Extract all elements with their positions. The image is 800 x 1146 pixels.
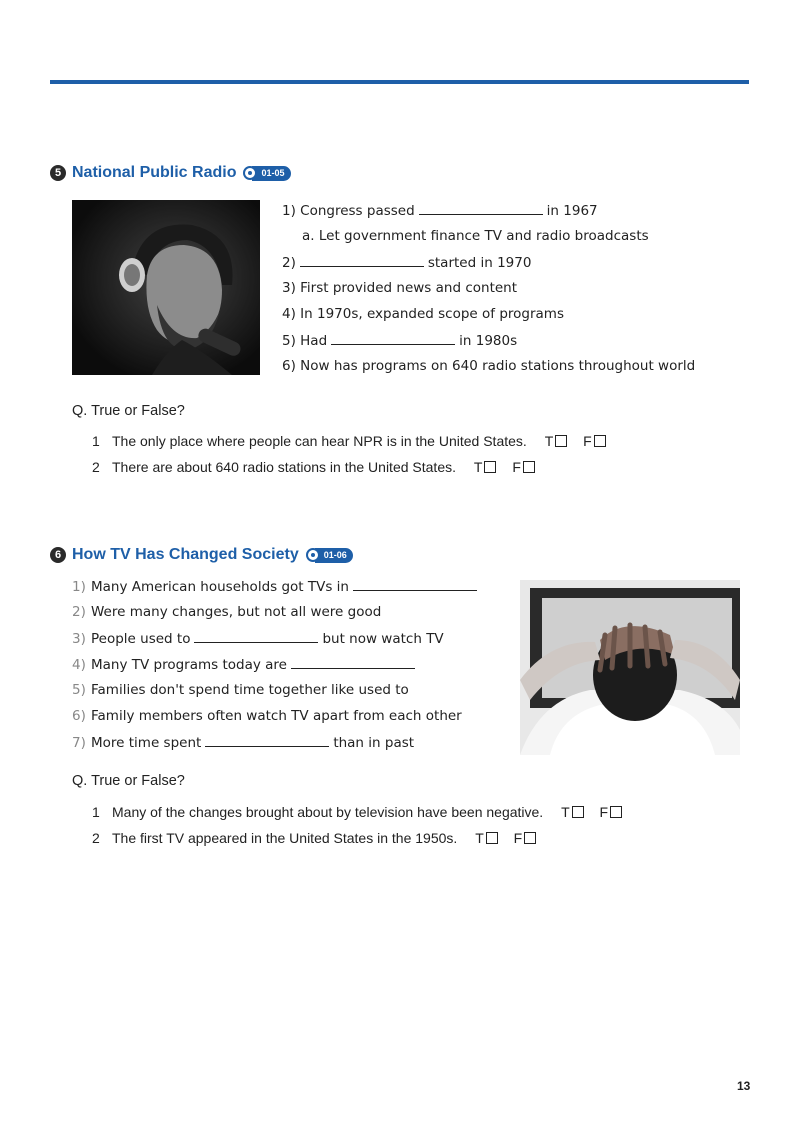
cd-track-badge[interactable] bbox=[243, 166, 290, 181]
false-option[interactable]: F bbox=[600, 804, 623, 820]
answer-blank[interactable] bbox=[300, 254, 424, 267]
answer-blank[interactable] bbox=[194, 630, 318, 643]
true-option[interactable]: T bbox=[475, 830, 498, 846]
note-4: 4) Many TV programs today are bbox=[72, 656, 419, 673]
false-option[interactable]: F bbox=[583, 433, 606, 449]
section-5-title: National Public Radio bbox=[72, 164, 237, 181]
note-1a: a. Let government finance TV and radio broadcasts bbox=[302, 228, 649, 244]
quiz-5-item-1: 1 The only place where people can hear NPR is in the United States. T F bbox=[92, 433, 606, 449]
note-2: 2) Were many changes, but not all were good bbox=[72, 604, 382, 620]
quiz-6-title: Q. True or False? bbox=[72, 773, 185, 789]
checkbox[interactable] bbox=[523, 461, 535, 473]
note-4: 4) In 1970s, expanded scope of programs bbox=[282, 306, 564, 322]
true-option[interactable]: T bbox=[474, 459, 497, 475]
note-5: 5) Had in 1980s bbox=[282, 333, 518, 349]
section-6-number: 6 bbox=[50, 547, 66, 563]
checkbox[interactable] bbox=[594, 435, 606, 447]
section-6-header bbox=[50, 546, 353, 564]
answer-blank[interactable] bbox=[331, 332, 455, 345]
note-3: 3) People used to but now watch TV bbox=[72, 631, 444, 647]
checkbox[interactable] bbox=[610, 806, 622, 818]
note-6: 6) Now has programs on 640 radio stations throughout world bbox=[282, 358, 696, 374]
false-option[interactable]: F bbox=[514, 830, 537, 846]
section-5-number: 5 bbox=[50, 165, 66, 181]
checkbox[interactable] bbox=[555, 435, 567, 447]
answer-blank[interactable] bbox=[353, 578, 477, 591]
cd-track-badge[interactable] bbox=[306, 548, 353, 563]
checkbox[interactable] bbox=[524, 832, 536, 844]
note-7: 7) More time spent than in past bbox=[72, 735, 415, 751]
quiz-5-item-2: 2 There are about 640 radio stations in the United States. T F bbox=[92, 459, 535, 475]
checkbox[interactable] bbox=[486, 832, 498, 844]
section-5-header bbox=[50, 164, 291, 182]
top-rule bbox=[50, 80, 749, 84]
answer-blank[interactable] bbox=[291, 656, 415, 669]
answer-blank[interactable] bbox=[205, 734, 329, 747]
cd-track-label: 01-06 bbox=[315, 548, 353, 563]
quiz-6-item-1: 1 Many of the changes brought about by television have been negative. T F bbox=[92, 804, 622, 820]
answer-blank[interactable] bbox=[419, 202, 543, 215]
section-5-notes bbox=[282, 200, 762, 380]
radio-listener-photo bbox=[72, 200, 260, 375]
note-3: 3) First provided news and content bbox=[282, 280, 518, 296]
false-option[interactable]: F bbox=[512, 459, 535, 475]
note-1: 1) Many American households got TVs in bbox=[72, 578, 481, 595]
tv-watcher-photo bbox=[520, 580, 740, 755]
section-6-notes bbox=[72, 578, 512, 758]
section-6-title: How TV Has Changed Society bbox=[72, 546, 299, 563]
note-6: 6) Family members often watch TV apart from each other bbox=[72, 708, 462, 724]
checkbox[interactable] bbox=[484, 461, 496, 473]
quiz-5-title: Q. True or False? bbox=[72, 403, 185, 419]
true-option[interactable]: T bbox=[561, 804, 584, 820]
checkbox[interactable] bbox=[572, 806, 584, 818]
note-5: 5) Families don't spend time together like used to bbox=[72, 682, 409, 698]
note-2: 2) started in 1970 bbox=[282, 255, 532, 271]
cd-icon bbox=[306, 548, 320, 562]
cd-track-label: 01-05 bbox=[252, 166, 290, 181]
page-number: 13 bbox=[737, 1079, 751, 1093]
true-option[interactable]: T bbox=[545, 433, 568, 449]
quiz-6-item-2: 2 The first TV appeared in the United States in the 1950s. T F bbox=[92, 830, 536, 846]
note-1: 1) Congress passed in 1967 bbox=[282, 203, 598, 219]
